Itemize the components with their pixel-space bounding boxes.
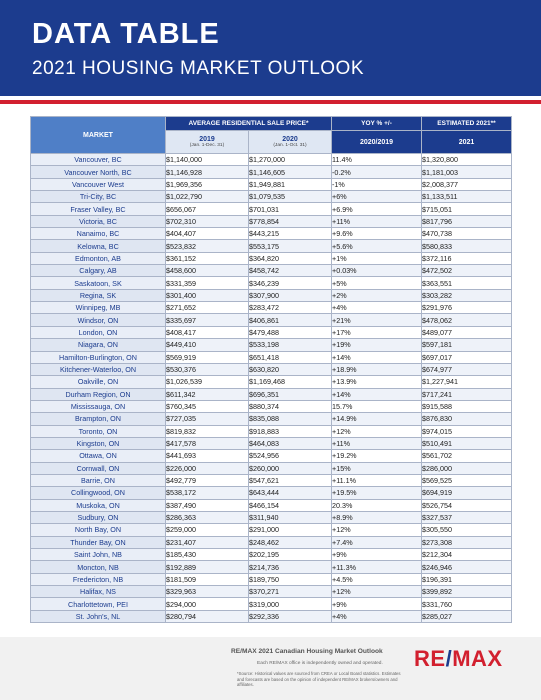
- cell-price-2020: $918,883: [249, 425, 332, 437]
- footer-title: RE/MAX 2021 Canadian Housing Market Outlook: [231, 648, 383, 655]
- table-row: [31, 598, 512, 610]
- cell-estimate-2021: $372,116: [422, 252, 512, 264]
- cell-yoy-change: +0.03%: [332, 265, 422, 277]
- table-row: [31, 178, 512, 190]
- cell-estimate-2021: $2,008,377: [422, 178, 512, 190]
- cell-estimate-2021: $363,551: [422, 277, 512, 289]
- cell-market: Vancouver, BC: [31, 154, 166, 166]
- cell-price-2020: $1,949,881: [249, 178, 332, 190]
- cell-price-2020: $466,154: [249, 499, 332, 511]
- cell-price-2019: $335,697: [166, 314, 249, 326]
- cell-price-2019: $538,172: [166, 487, 249, 499]
- cell-price-2020: $643,444: [249, 487, 332, 499]
- title-banner: [0, 0, 541, 96]
- cell-market: Nanaimo, BC: [31, 228, 166, 240]
- cell-price-2020: $406,861: [249, 314, 332, 326]
- cell-market: Hamilton-Burlington, ON: [31, 351, 166, 363]
- table-row: [31, 462, 512, 474]
- cell-price-2020: $260,000: [249, 462, 332, 474]
- cell-yoy-change: 20.3%: [332, 499, 422, 511]
- cell-yoy-change: +9%: [332, 598, 422, 610]
- column-header-2019-year: 2019: [199, 135, 215, 143]
- cell-yoy-change: +11%: [332, 437, 422, 449]
- cell-estimate-2021: $974,015: [422, 425, 512, 437]
- cell-price-2019: $523,832: [166, 240, 249, 252]
- cell-yoy-change: +9%: [332, 549, 422, 561]
- cell-yoy-change: +4%: [332, 302, 422, 314]
- cell-market: Charlottetown, PEI: [31, 598, 166, 610]
- cell-price-2020: $1,146,605: [249, 166, 332, 178]
- column-header-2019-range: (Jan. 1-Dec. 31): [189, 143, 225, 149]
- cell-yoy-change: +17%: [332, 326, 422, 338]
- cell-estimate-2021: $715,051: [422, 203, 512, 215]
- cell-price-2019: $569,919: [166, 351, 249, 363]
- cell-market: Winnipeg, MB: [31, 302, 166, 314]
- cell-yoy-change: +4%: [332, 610, 422, 622]
- cell-yoy-change: +6.9%: [332, 203, 422, 215]
- cell-price-2019: $656,067: [166, 203, 249, 215]
- cell-price-2020: $443,215: [249, 228, 332, 240]
- cell-market: Edmonton, AB: [31, 252, 166, 264]
- cell-price-2019: $1,969,356: [166, 178, 249, 190]
- cell-yoy-change: +12%: [332, 586, 422, 598]
- cell-market: Vancouver West: [31, 178, 166, 190]
- cell-market: Toronto, ON: [31, 425, 166, 437]
- cell-yoy-change: +7.4%: [332, 536, 422, 548]
- table-row: [31, 425, 512, 437]
- cell-price-2020: $524,956: [249, 450, 332, 462]
- table-row: [31, 252, 512, 264]
- column-header-estimated: ESTIMATED 2021**: [422, 117, 512, 131]
- cell-yoy-change: 15.7%: [332, 400, 422, 412]
- cell-price-2019: $361,152: [166, 252, 249, 264]
- cell-estimate-2021: $674,977: [422, 363, 512, 375]
- cell-estimate-2021: $597,181: [422, 339, 512, 351]
- table-row: [31, 351, 512, 363]
- table-row: [31, 228, 512, 240]
- column-header-2021: 2021: [422, 131, 512, 154]
- cell-yoy-change: +8.9%: [332, 511, 422, 523]
- cell-market: Thunder Bay, ON: [31, 536, 166, 548]
- cell-price-2019: $259,000: [166, 524, 249, 536]
- table-row: [31, 610, 512, 622]
- table-row: [31, 450, 512, 462]
- table-row: [31, 326, 512, 338]
- column-header-2019: [166, 131, 249, 154]
- table-row: [31, 413, 512, 425]
- cell-price-2019: $331,359: [166, 277, 249, 289]
- cell-price-2019: $449,410: [166, 339, 249, 351]
- cell-price-2019: $329,963: [166, 586, 249, 598]
- cell-price-2019: $226,000: [166, 462, 249, 474]
- cell-price-2019: $760,345: [166, 400, 249, 412]
- cell-estimate-2021: $526,754: [422, 499, 512, 511]
- cell-yoy-change: +9.6%: [332, 228, 422, 240]
- cell-market: Kelowna, BC: [31, 240, 166, 252]
- cell-price-2020: $630,820: [249, 363, 332, 375]
- cell-price-2019: $280,794: [166, 610, 249, 622]
- cell-market: Fraser Valley, BC: [31, 203, 166, 215]
- cell-price-2019: $408,417: [166, 326, 249, 338]
- cell-estimate-2021: $472,502: [422, 265, 512, 277]
- cell-yoy-change: +14.9%: [332, 413, 422, 425]
- cell-price-2019: $530,376: [166, 363, 249, 375]
- remax-logo: [414, 645, 514, 673]
- cell-yoy-change: +13.9%: [332, 376, 422, 388]
- cell-price-2020: $346,239: [249, 277, 332, 289]
- cell-price-2019: $185,430: [166, 549, 249, 561]
- cell-price-2020: $464,083: [249, 437, 332, 449]
- table-row: [31, 437, 512, 449]
- cell-market: Moncton, NB: [31, 561, 166, 573]
- cell-price-2020: $880,374: [249, 400, 332, 412]
- footer-source-note: *Source: Historical values are sourced from CREA or Local Board statistics. Estimates and forecasts are based on the opinion of independent RE/MAX brokers/owners and affiliates.: [237, 671, 401, 688]
- cell-estimate-2021: $291,976: [422, 302, 512, 314]
- cell-estimate-2021: $286,000: [422, 462, 512, 474]
- cell-estimate-2021: $817,796: [422, 215, 512, 227]
- cell-price-2019: $1,026,539: [166, 376, 249, 388]
- cell-estimate-2021: $876,830: [422, 413, 512, 425]
- table-row: [31, 166, 512, 178]
- cell-estimate-2021: $580,833: [422, 240, 512, 252]
- table-row: [31, 363, 512, 375]
- cell-price-2019: $286,363: [166, 511, 249, 523]
- cell-estimate-2021: $399,892: [422, 586, 512, 598]
- cell-price-2019: $271,652: [166, 302, 249, 314]
- cell-market: Saskatoon, SK: [31, 277, 166, 289]
- cell-price-2020: $248,462: [249, 536, 332, 548]
- cell-price-2020: $696,351: [249, 388, 332, 400]
- column-header-2020-range: (Jan. 1-Oct. 31): [273, 143, 307, 149]
- cell-market: Durham Region, ON: [31, 388, 166, 400]
- cell-yoy-change: -0.2%: [332, 166, 422, 178]
- cell-market: Ottawa, ON: [31, 450, 166, 462]
- cell-estimate-2021: $694,919: [422, 487, 512, 499]
- cell-estimate-2021: $717,241: [422, 388, 512, 400]
- cell-market: Cornwall, ON: [31, 462, 166, 474]
- column-header-yoy: YOY % +/-: [332, 117, 422, 131]
- cell-market: Calgary, AB: [31, 265, 166, 277]
- cell-price-2019: $702,310: [166, 215, 249, 227]
- table-row: [31, 240, 512, 252]
- cell-estimate-2021: $196,391: [422, 573, 512, 585]
- table-row: [31, 561, 512, 573]
- cell-market: Muskoka, ON: [31, 499, 166, 511]
- cell-price-2020: $202,195: [249, 549, 332, 561]
- table-row: [31, 499, 512, 511]
- table-row: [31, 191, 512, 203]
- cell-yoy-change: +4.5%: [332, 573, 422, 585]
- column-header-2020-year: 2020: [282, 135, 298, 143]
- table-row: [31, 265, 512, 277]
- cell-price-2020: $458,742: [249, 265, 332, 277]
- cell-estimate-2021: $212,304: [422, 549, 512, 561]
- table-row: [31, 524, 512, 536]
- table-row: [31, 302, 512, 314]
- cell-estimate-2021: $1,133,511: [422, 191, 512, 203]
- cell-estimate-2021: $285,027: [422, 610, 512, 622]
- cell-estimate-2021: $1,320,800: [422, 154, 512, 166]
- cell-price-2020: $479,488: [249, 326, 332, 338]
- cell-yoy-change: +2%: [332, 289, 422, 301]
- cell-market: Saint John, NB: [31, 549, 166, 561]
- cell-price-2020: $370,271: [249, 586, 332, 598]
- cell-estimate-2021: $915,588: [422, 400, 512, 412]
- cell-price-2020: $319,000: [249, 598, 332, 610]
- cell-yoy-change: +1%: [332, 252, 422, 264]
- cell-market: Kitchener-Waterloo, ON: [31, 363, 166, 375]
- cell-yoy-change: +19.2%: [332, 450, 422, 462]
- table-row: [31, 400, 512, 412]
- cell-yoy-change: +14%: [332, 351, 422, 363]
- cell-market: Collingwood, ON: [31, 487, 166, 499]
- cell-price-2020: $311,940: [249, 511, 332, 523]
- cell-yoy-change: +11.3%: [332, 561, 422, 573]
- table-row: [31, 388, 512, 400]
- table-row: [31, 487, 512, 499]
- table-row: [31, 586, 512, 598]
- table-header-row: [31, 117, 512, 131]
- page-subtitle: 2021 HOUSING MARKET OUTLOOK: [32, 58, 365, 79]
- cell-estimate-2021: $303,282: [422, 289, 512, 301]
- cell-market: Barrie, ON: [31, 474, 166, 486]
- cell-yoy-change: +5.6%: [332, 240, 422, 252]
- cell-estimate-2021: $1,227,941: [422, 376, 512, 388]
- cell-market: Victoria, BC: [31, 215, 166, 227]
- cell-market: Vancouver North, BC: [31, 166, 166, 178]
- footer-ownership-note: Each RE/MAX office is independently owned and operated.: [257, 661, 383, 666]
- cell-estimate-2021: $305,550: [422, 524, 512, 536]
- cell-yoy-change: +12%: [332, 425, 422, 437]
- remax-logo-text: RE/MAX: [414, 646, 503, 671]
- cell-market: Oakville, ON: [31, 376, 166, 388]
- cell-price-2019: $181,509: [166, 573, 249, 585]
- cell-price-2020: $547,621: [249, 474, 332, 486]
- cell-estimate-2021: $561,702: [422, 450, 512, 462]
- cell-price-2020: $189,750: [249, 573, 332, 585]
- column-header-2020: [249, 131, 332, 154]
- cell-price-2020: $364,820: [249, 252, 332, 264]
- cell-estimate-2021: $697,017: [422, 351, 512, 363]
- cell-price-2019: $611,342: [166, 388, 249, 400]
- cell-market: Windsor, ON: [31, 314, 166, 326]
- cell-price-2020: $701,031: [249, 203, 332, 215]
- cell-estimate-2021: $246,946: [422, 561, 512, 573]
- cell-price-2020: $778,854: [249, 215, 332, 227]
- cell-price-2019: $404,407: [166, 228, 249, 240]
- cell-yoy-change: +19.5%: [332, 487, 422, 499]
- table-row: [31, 474, 512, 486]
- table-row: [31, 203, 512, 215]
- cell-price-2019: $1,146,928: [166, 166, 249, 178]
- cell-estimate-2021: $569,525: [422, 474, 512, 486]
- cell-price-2020: $1,169,468: [249, 376, 332, 388]
- cell-price-2020: $533,198: [249, 339, 332, 351]
- cell-price-2020: $1,079,535: [249, 191, 332, 203]
- cell-market: Halifax, NS: [31, 586, 166, 598]
- cell-yoy-change: +19%: [332, 339, 422, 351]
- cell-price-2019: $727,035: [166, 413, 249, 425]
- cell-market: Regina, SK: [31, 289, 166, 301]
- cell-price-2019: $231,407: [166, 536, 249, 548]
- column-header-average-price: AVERAGE RESIDENTIAL SALE PRICE*: [166, 117, 332, 131]
- cell-yoy-change: +11%: [332, 215, 422, 227]
- cell-yoy-change: +15%: [332, 462, 422, 474]
- cell-market: Brampton, ON: [31, 413, 166, 425]
- cell-price-2020: $553,175: [249, 240, 332, 252]
- cell-estimate-2021: $1,181,003: [422, 166, 512, 178]
- cell-price-2019: $1,022,790: [166, 191, 249, 203]
- cell-estimate-2021: $273,308: [422, 536, 512, 548]
- cell-price-2019: $417,578: [166, 437, 249, 449]
- cell-yoy-change: +14%: [332, 388, 422, 400]
- cell-price-2019: $458,600: [166, 265, 249, 277]
- cell-market: St. John's, NL: [31, 610, 166, 622]
- cell-price-2020: $307,900: [249, 289, 332, 301]
- cell-price-2020: $214,736: [249, 561, 332, 573]
- cell-price-2019: $192,889: [166, 561, 249, 573]
- cell-market: Kingston, ON: [31, 437, 166, 449]
- column-header-2020-2019: 2020/2019: [332, 131, 422, 154]
- table-row: [31, 573, 512, 585]
- cell-yoy-change: +11.1%: [332, 474, 422, 486]
- table-row: [31, 314, 512, 326]
- cell-market: London, ON: [31, 326, 166, 338]
- cell-estimate-2021: $510,491: [422, 437, 512, 449]
- table-row: [31, 289, 512, 301]
- cell-estimate-2021: $489,077: [422, 326, 512, 338]
- table-row: [31, 277, 512, 289]
- cell-yoy-change: +18.9%: [332, 363, 422, 375]
- cell-yoy-change: +21%: [332, 314, 422, 326]
- cell-market: Tri-City, BC: [31, 191, 166, 203]
- cell-market: Fredericton, NB: [31, 573, 166, 585]
- cell-price-2020: $835,088: [249, 413, 332, 425]
- data-table: [30, 116, 512, 623]
- cell-price-2019: $294,000: [166, 598, 249, 610]
- cell-yoy-change: -1%: [332, 178, 422, 190]
- table-row: [31, 339, 512, 351]
- cell-market: Sudbury, ON: [31, 511, 166, 523]
- cell-price-2019: $301,400: [166, 289, 249, 301]
- cell-yoy-change: 11.4%: [332, 154, 422, 166]
- column-header-market: MARKET: [31, 117, 166, 154]
- page-title: DATA TABLE: [32, 18, 220, 50]
- table-row: [31, 376, 512, 388]
- cell-price-2019: $441,693: [166, 450, 249, 462]
- cell-estimate-2021: $470,738: [422, 228, 512, 240]
- table-row: [31, 511, 512, 523]
- table-row: [31, 536, 512, 548]
- cell-estimate-2021: $327,537: [422, 511, 512, 523]
- cell-yoy-change: +6%: [332, 191, 422, 203]
- table-row: [31, 154, 512, 166]
- cell-price-2020: $291,000: [249, 524, 332, 536]
- cell-price-2019: $1,140,000: [166, 154, 249, 166]
- divider-stripe-red: [0, 100, 541, 104]
- cell-yoy-change: +12%: [332, 524, 422, 536]
- cell-price-2020: $292,336: [249, 610, 332, 622]
- cell-price-2019: $492,779: [166, 474, 249, 486]
- cell-price-2020: $283,472: [249, 302, 332, 314]
- cell-market: Niagara, ON: [31, 339, 166, 351]
- cell-price-2020: $1,270,000: [249, 154, 332, 166]
- cell-yoy-change: +5%: [332, 277, 422, 289]
- table-row: [31, 215, 512, 227]
- table-body: [31, 154, 512, 623]
- cell-price-2019: $387,490: [166, 499, 249, 511]
- cell-price-2020: $651,418: [249, 351, 332, 363]
- cell-estimate-2021: $331,760: [422, 598, 512, 610]
- cell-market: Mississauga, ON: [31, 400, 166, 412]
- table-row: [31, 549, 512, 561]
- cell-estimate-2021: $478,062: [422, 314, 512, 326]
- cell-market: North Bay, ON: [31, 524, 166, 536]
- cell-price-2019: $819,832: [166, 425, 249, 437]
